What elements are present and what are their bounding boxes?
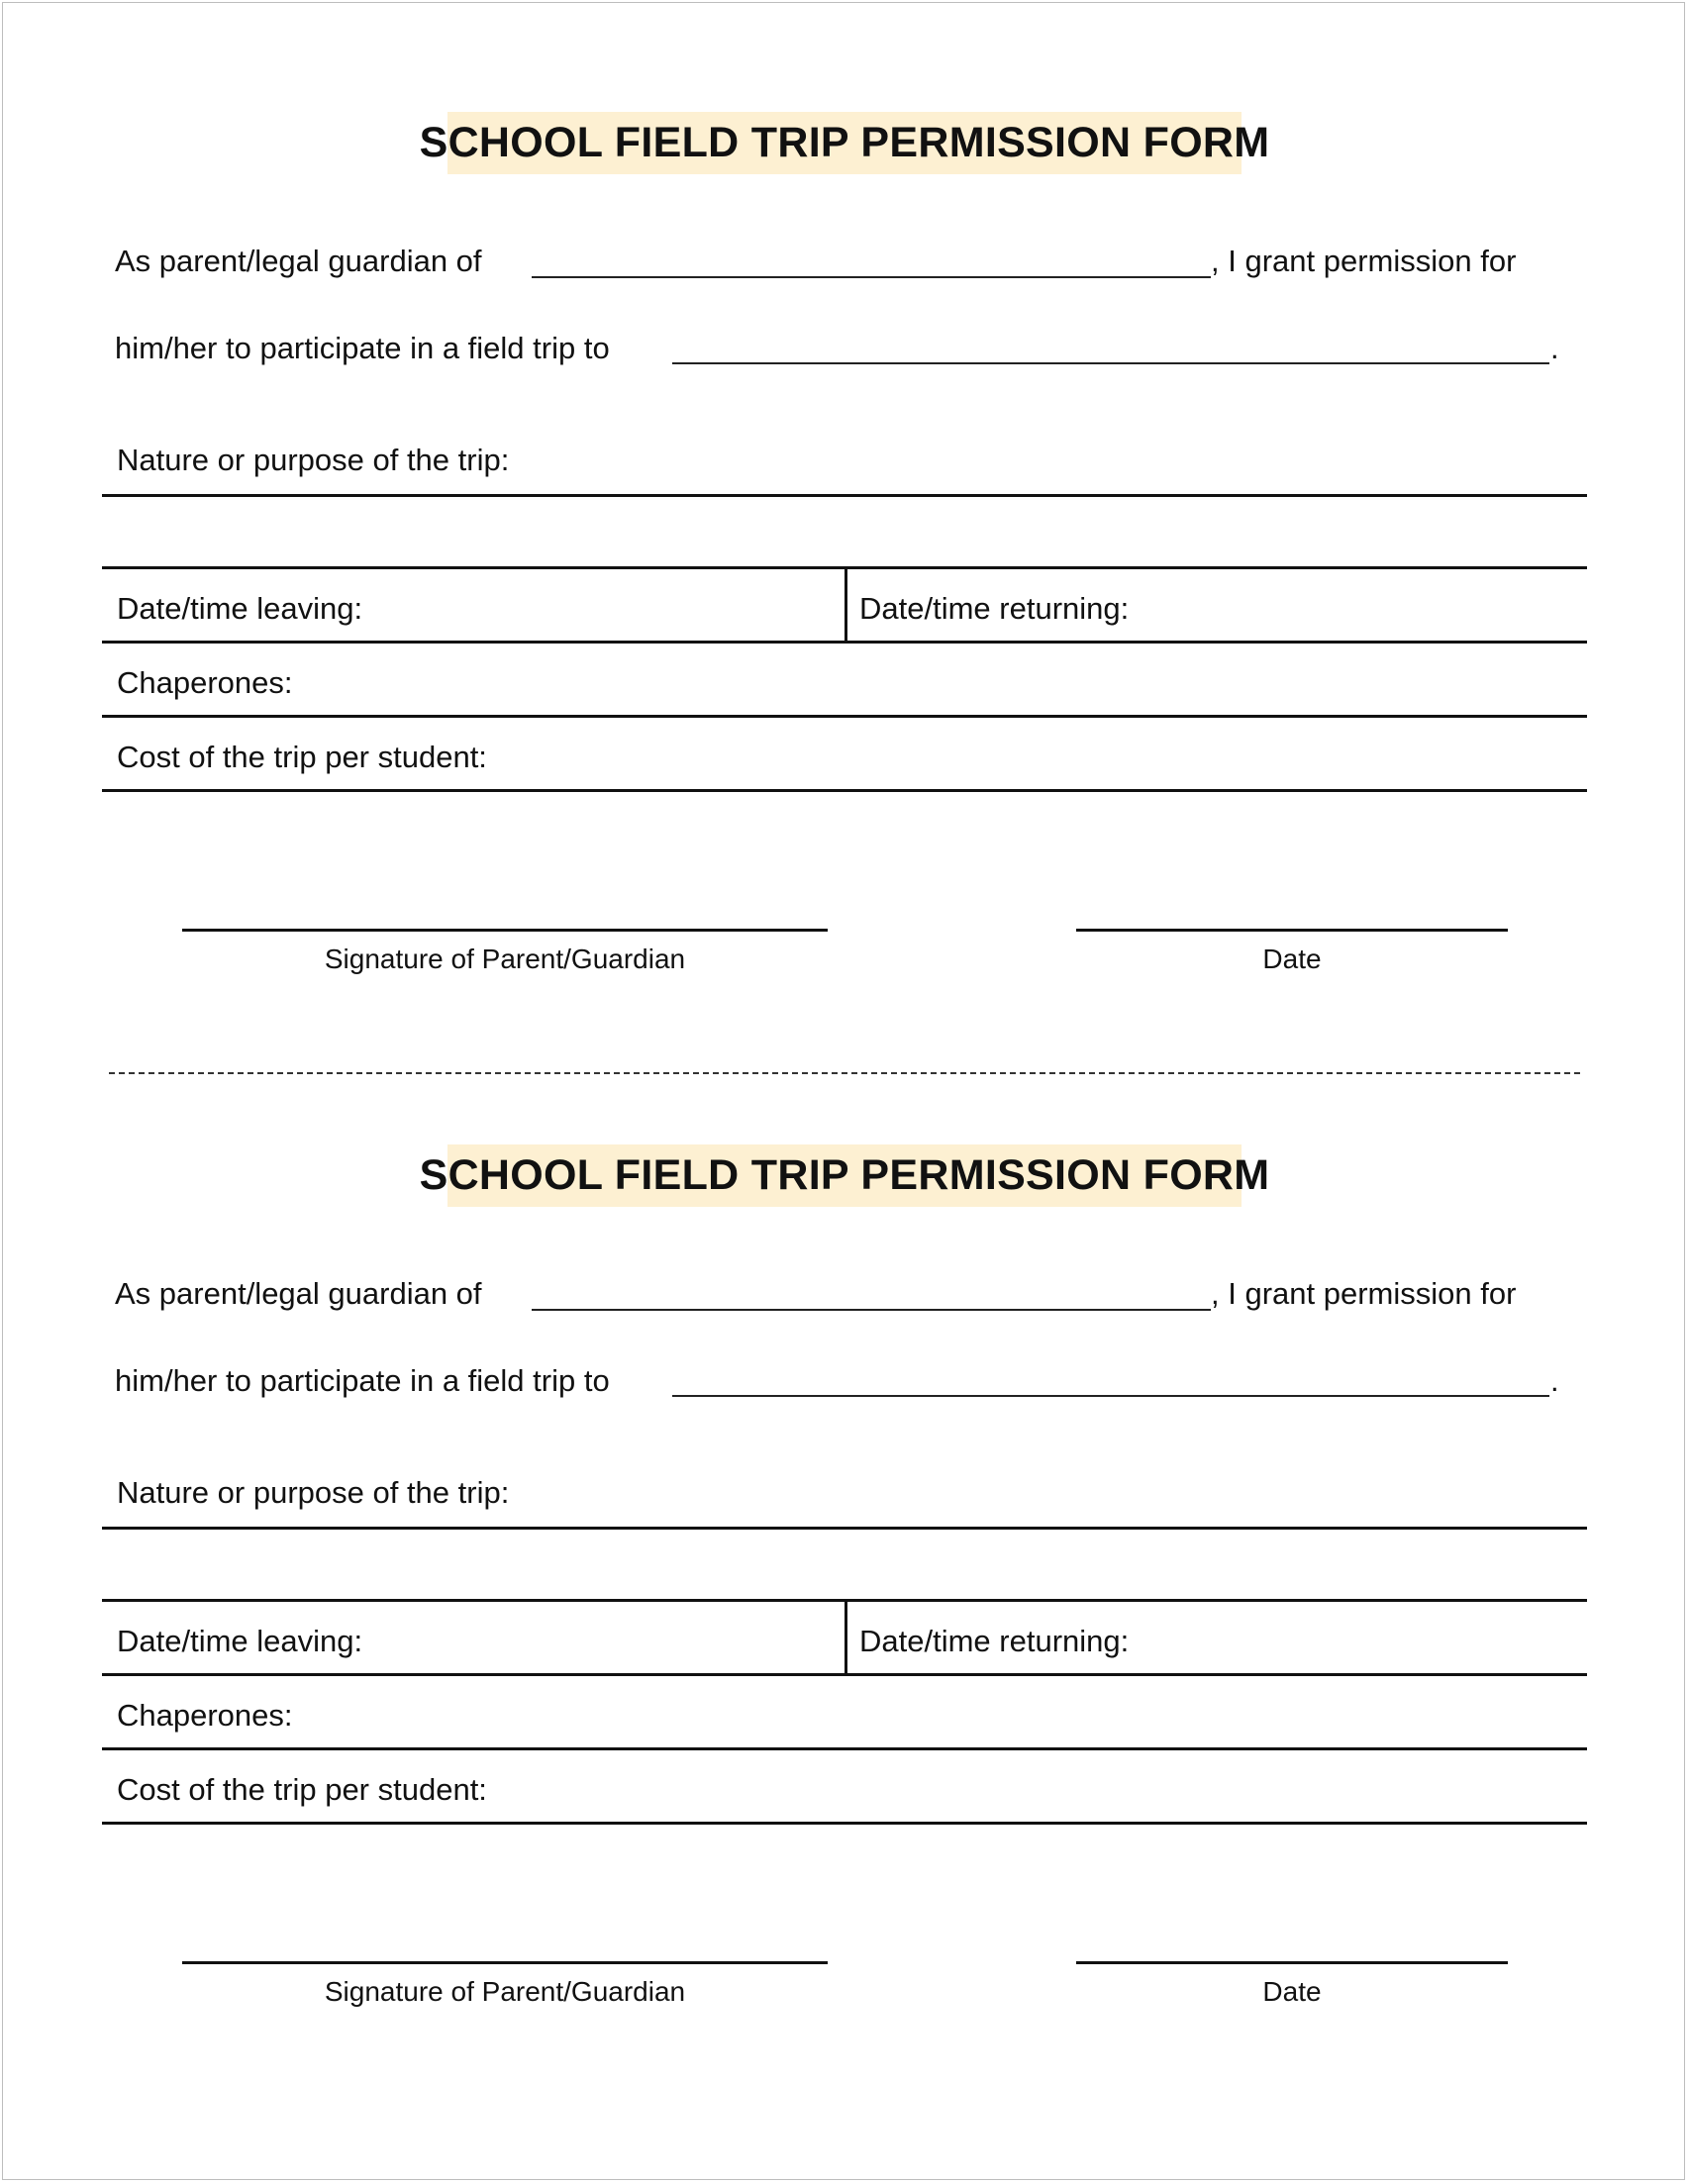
date-returning-label: Date/time returning: bbox=[859, 591, 1130, 626]
cost-field-line[interactable] bbox=[102, 789, 1587, 792]
destination-field[interactable] bbox=[672, 362, 1549, 364]
cost-field-line[interactable] bbox=[102, 1822, 1587, 1825]
sentence-end-period: . bbox=[1550, 1363, 1559, 1398]
purpose-label: Nature or purpose of the trip: bbox=[117, 1475, 510, 1510]
date-divider bbox=[844, 1599, 847, 1675]
field-trip-destination-label: him/her to participate in a field trip to bbox=[115, 1363, 610, 1398]
chaperones-label: Chaperones: bbox=[117, 665, 293, 700]
cost-label: Cost of the trip per student: bbox=[117, 1772, 487, 1807]
destination-field[interactable] bbox=[672, 1395, 1549, 1397]
date-leaving-label: Date/time leaving: bbox=[117, 591, 363, 626]
grant-permission-label: , I grant permission for bbox=[1211, 244, 1517, 278]
signature-caption: Signature of Parent/Guardian bbox=[324, 1976, 686, 2007]
purpose-field-line[interactable] bbox=[102, 494, 1587, 497]
chaperones-field-line[interactable] bbox=[102, 1747, 1587, 1750]
permission-form-bottom bbox=[0, 1033, 1689, 2023]
guardian-intro-label: As parent/legal guardian of bbox=[115, 244, 482, 278]
form-title: SCHOOL FIELD TRIP PERMISSION FORM bbox=[447, 112, 1242, 174]
student-name-field[interactable] bbox=[532, 276, 1211, 278]
date-row-line[interactable] bbox=[102, 1673, 1587, 1676]
date-signature-line[interactable] bbox=[1076, 1961, 1508, 1964]
form-title: SCHOOL FIELD TRIP PERMISSION FORM bbox=[447, 1144, 1242, 1207]
sentence-end-period: . bbox=[1550, 331, 1559, 365]
date-returning-label: Date/time returning: bbox=[859, 1624, 1130, 1658]
signature-line[interactable] bbox=[182, 1961, 828, 1964]
purpose-field-line[interactable] bbox=[102, 1527, 1587, 1530]
chaperones-label: Chaperones: bbox=[117, 1698, 293, 1733]
signature-line[interactable] bbox=[182, 929, 828, 932]
date-divider bbox=[844, 566, 847, 643]
purpose-label: Nature or purpose of the trip: bbox=[117, 443, 510, 477]
date-row-line[interactable] bbox=[102, 641, 1587, 644]
cost-label: Cost of the trip per student: bbox=[117, 740, 487, 774]
chaperones-field-line[interactable] bbox=[102, 715, 1587, 718]
field-trip-destination-label: him/her to participate in a field trip to bbox=[115, 331, 610, 365]
date-caption: Date bbox=[1262, 943, 1322, 974]
signature-caption: Signature of Parent/Guardian bbox=[324, 943, 686, 974]
student-name-field[interactable] bbox=[532, 1309, 1211, 1311]
date-caption: Date bbox=[1262, 1976, 1322, 2007]
grant-permission-label: , I grant permission for bbox=[1211, 1276, 1517, 1311]
guardian-intro-label: As parent/legal guardian of bbox=[115, 1276, 482, 1311]
date-signature-line[interactable] bbox=[1076, 929, 1508, 932]
date-leaving-label: Date/time leaving: bbox=[117, 1624, 363, 1658]
permission-form-top bbox=[0, 0, 1689, 990]
